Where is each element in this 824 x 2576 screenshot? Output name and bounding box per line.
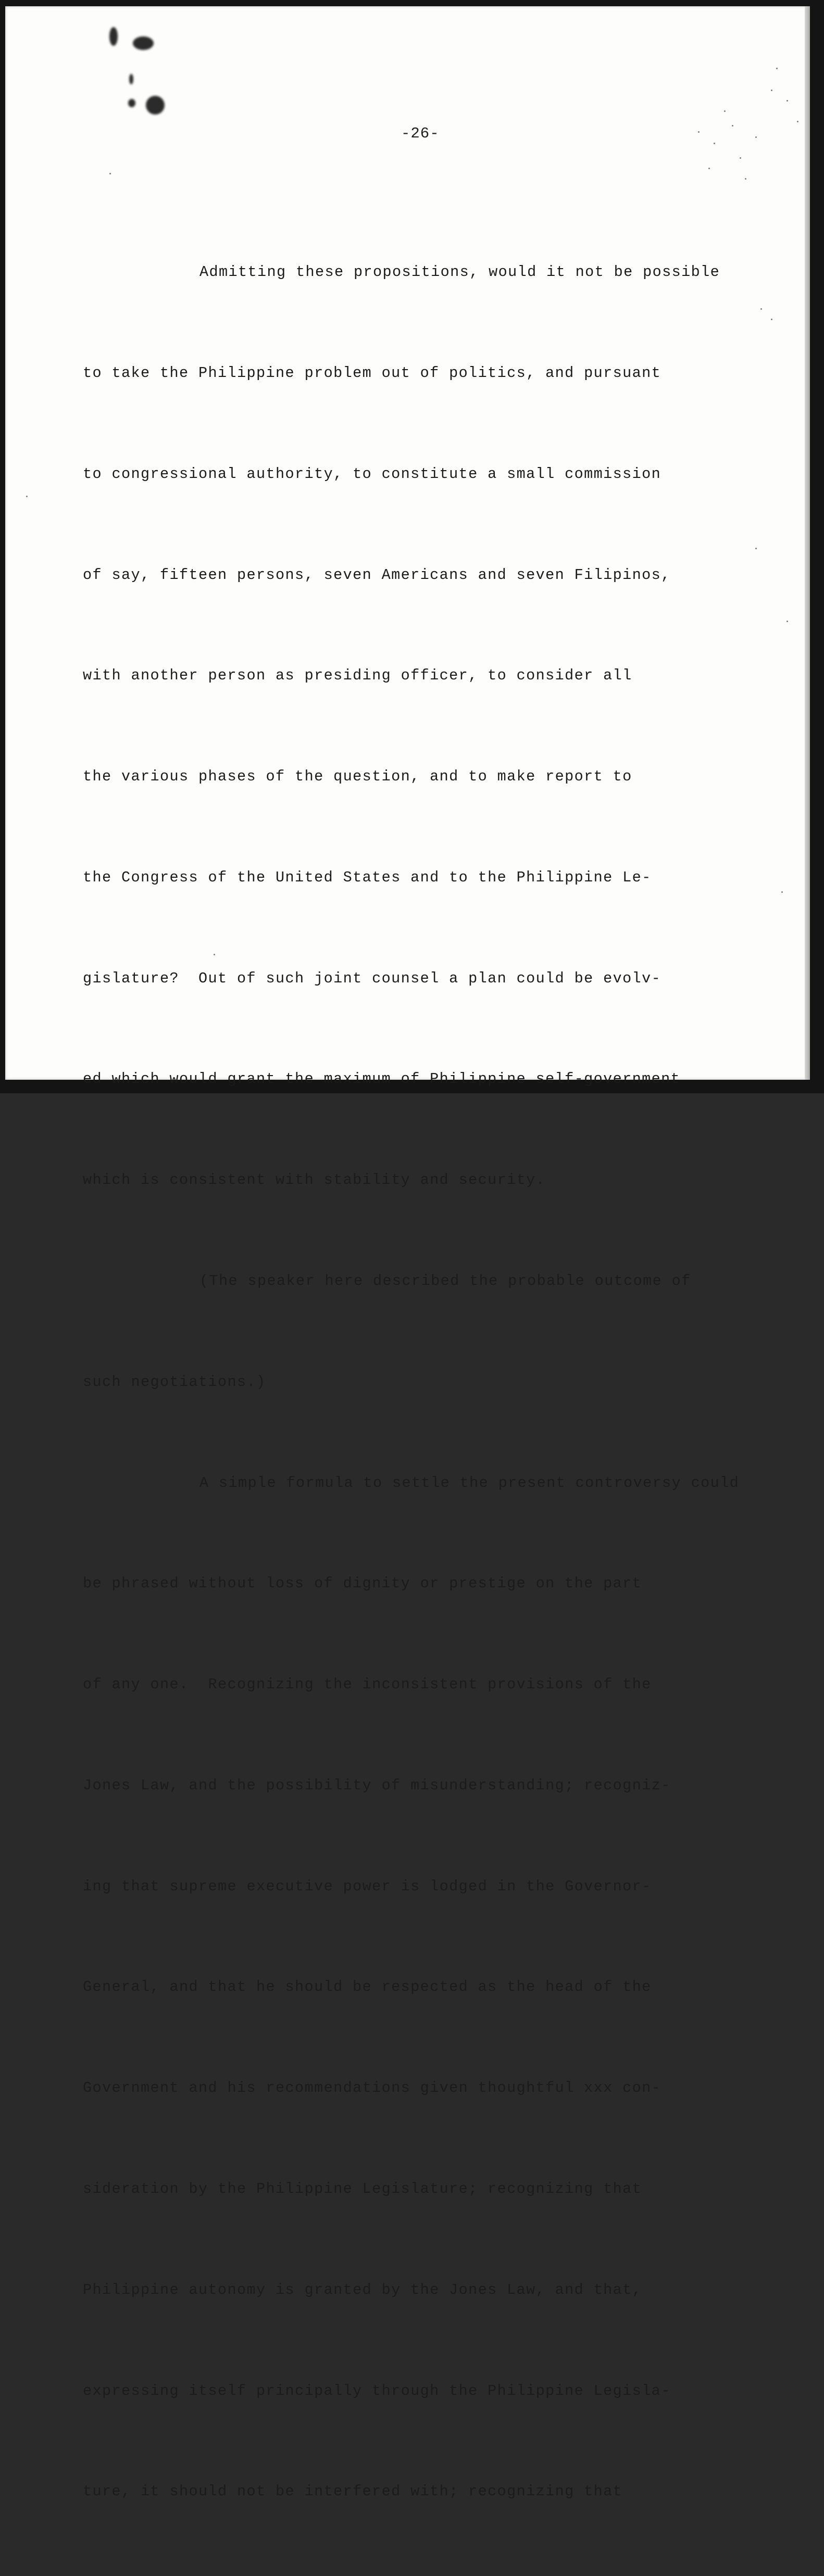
speck (797, 121, 798, 122)
text-line: Government and his recommendations given thoughtful xxx con- (83, 2079, 661, 2097)
sheet-edge (805, 6, 810, 1080)
ink-stain (129, 74, 133, 84)
speck (771, 90, 772, 91)
text-line: Jones Law, and the possibility of misunderstanding; recogniz- (83, 1776, 671, 1794)
text-line: Philippine autonomy is granted by the Jones Law, and that, (83, 2281, 642, 2299)
text-line: General, and that he should be respected as the head of the (83, 1978, 652, 1996)
speck (786, 100, 788, 102)
text-line: (The speaker here described the probable outcome of (199, 1272, 691, 1290)
typewritten-sheet (5, 6, 810, 2501)
page-number: -26- (401, 125, 440, 142)
text-line: to take the Philippine problem out of politics, and pursuant (83, 364, 661, 382)
text-line: such negotiations.) (83, 1373, 266, 1391)
speck (26, 496, 28, 497)
ink-stain (128, 99, 135, 107)
ink-stain (133, 36, 154, 50)
text-line: A simple formula to settle the present controversy could (199, 1474, 740, 1492)
ink-stain (146, 96, 165, 115)
speck (745, 178, 746, 180)
speck (781, 891, 783, 893)
text-line: of any one. Recognizing the inconsistent provisions of the (83, 1676, 652, 1694)
speck (724, 110, 726, 112)
speck (740, 157, 741, 159)
text-line: of say, fifteen persons, seven Americans and seven Filipinos, (83, 566, 671, 584)
speck (776, 68, 778, 69)
text-line: to congressional authority, to constitute a small commission (83, 465, 661, 483)
text-line: the Congress of the United States and to the Philippine Le- (83, 868, 652, 886)
text-line: with another person as presiding officer, to consider all (83, 667, 632, 685)
text-line: be phrased without loss of dignity or prestige on the part (83, 1575, 642, 1593)
speck (698, 131, 700, 133)
ink-stain (109, 27, 118, 46)
speck (755, 136, 757, 138)
speck (760, 308, 762, 310)
text-line: which is consistent with stability and security. (83, 1171, 546, 1189)
text-line: Admitting these propositions, would it not be possible (199, 263, 720, 281)
speck (714, 143, 715, 144)
speck (786, 621, 788, 622)
typewritten-body (83, 188, 756, 2576)
text-line: gislature? Out of such joint counsel a plan could be evolv- (83, 969, 661, 987)
text-line: expressing itself principally through the Philippine Legisla- (83, 2382, 671, 2400)
text-line: ing that supreme executive power is lodged in the Governor- (83, 1877, 652, 1895)
speck (109, 173, 111, 174)
text-line: ture, it should not be interfered with; recognizing that (83, 2483, 623, 2501)
text-line: the various phases of the question, and to make report to (83, 768, 632, 786)
text-line: ed which would grant the maximum of Philippine self-government (83, 1070, 681, 1088)
speck (771, 319, 772, 320)
speck (732, 125, 733, 127)
speck (708, 168, 710, 169)
text-line: sideration by the Philippine Legislature; recognizing that (83, 2180, 642, 2198)
